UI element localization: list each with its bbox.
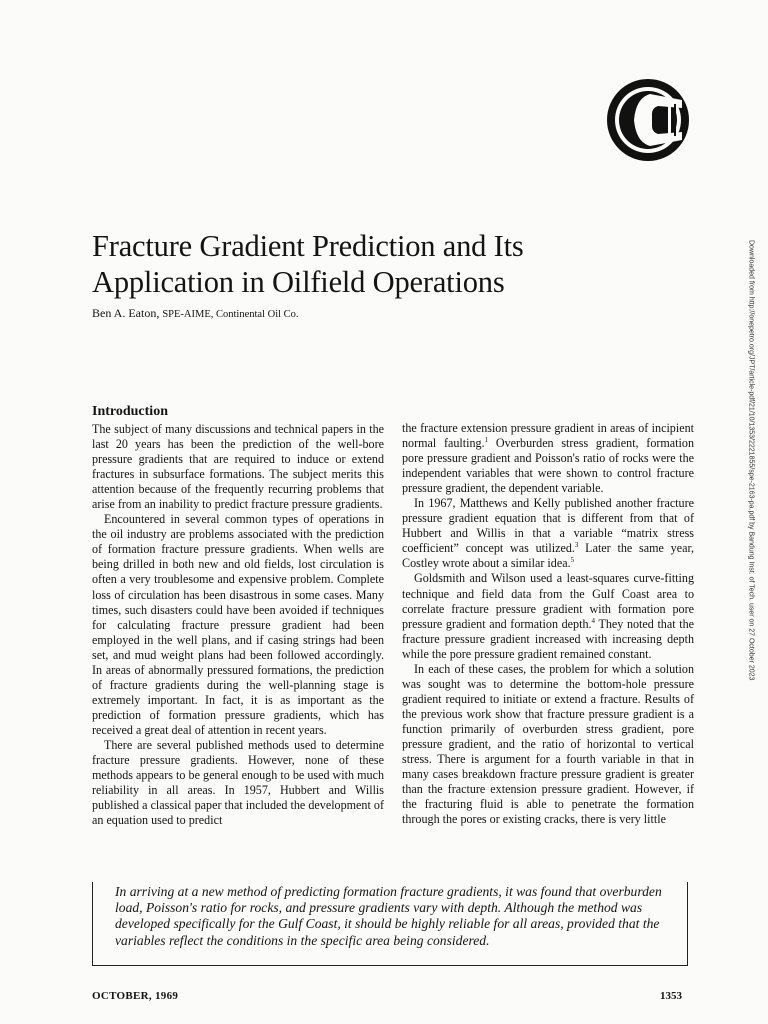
body-column-left [92,404,384,828]
paragraph: The subject of many discussions and technical papers in the last 20 years has been the prediction of the well-bore pressure gradients that are required to induce or extend fractures in subsurface formations. The subject merits this attention because of the frequently recurring problems that arise from an inability to predict fracture pressure gradients. [92,422,384,512]
paragraph [402,496,694,571]
spe-logo-icon [606,78,690,162]
footer-date: OCTOBER, 1969 [92,990,179,1002]
section-heading: Introduction [92,404,168,419]
reference-marker: 4 [591,616,596,625]
article-title: Fracture Gradient Prediction and Its Application in Oilfield Operations [92,229,524,299]
reference-marker: 3 [574,541,579,550]
abstract-box [92,882,688,966]
paragraph [402,571,694,661]
download-note-text: Downloaded from http://onepetro.org/JPT/article-pdf/21/10/1353/2221855/spe-2163-pa.pdf by Bandung Inst. of Tech. user on 27 October 2023 [747,240,755,681]
paragraph-text: the fracture extension pressure gradient in areas of incipient normal faulting. [402,421,694,451]
reference-marker: 5 [570,556,575,565]
paragraph: In each of these cases, the problem for which a solution was sought was to determine the bottom-hole pressure gradient required to initiate or extend a fracture. Results of the previous work show that fracture pressure gradient is a function primarily of overburden stress gradient, pore pressure gradient, and the ratio of horizontal to vertical stress. There is argument for a fourth variable in that in many cases breakdown fracture pressure gradient is greater than the fracture extension pressure gradient. However, if the fracturing fluid is able to penetrate the formation through the pores or existing cracks, there is very little [402,661,694,827]
paragraph-text: Later the same year, Costley wrote about a similar idea. [402,541,695,571]
paragraph: Encountered in several common types of operations in the oil industry are problems associated with the prediction of formation fracture pressure gradients. When wells are being drilled in both new and old fields, lost circulation is often a very troublesome and expensive problem. Complete loss of circulation has been disastrous in some cases. Many times, such disasters could have been avoided if techniques for calculating fracture pressure gradient had been employed in the well plans, and if casing strings had been set, and mud weight plans had been followed accordingly. In areas of abnormally pressured formations, the prediction of fracture gradients during the well-planning stage is extremely important. In fact, it is as important as the prediction of formation pressure gradients, which has received a great deal of attention in recent years. [92,512,384,737]
abstract-text: In arriving at a new method of predicting formation fracture gradients, it was found that overburden load, Poisson's ratio for rocks, and pressure gradients vary with depth. Although the method was developed specifically for the Gulf Coast, it should be highly reliable for all areas, provided that the variables reflect the conditions in the specific area being considered. [115,884,662,948]
paragraph-text: Goldsmith and Wilson used a least-squares curve-fitting technique and field data from the Gulf Coast area to correlate fracture pressure gradient with formation pore pressure gradient and formation depth. [402,571,694,631]
body-column-right [402,421,694,827]
paragraph: There are several published methods used to determine fracture pressure gradients. However, none of these methods appears to be general enough to be used with much reliability in all areas. In 1957, Hubbert and Willis published a classical paper that included the development of an equation used to predict [92,737,384,828]
author-affiliation: SPE-AIME, Continental Oil Co. [162,309,299,320]
paragraph-text: In 1967, Matthews and Kelly published another fracture pressure gradient equation that is different from that of Hubbert and Willis in that a variable “matrix stress coefficient” concept was utilized. [402,496,694,556]
reference-marker: 1 [484,436,489,445]
download-note [742,240,760,760]
paragraph [402,421,694,496]
paragraph-text: Overburden stress gradient, formation pore pressure gradient and Poisson's ratio of rocks were the independent variables that were shown to control fracture pressure gradient, the dependent variable. [402,436,694,496]
byline [92,306,299,321]
page-number: 1353 [660,990,682,1002]
author-name: Ben A. Eaton, [92,306,160,320]
paragraph-text: They noted that the fracture pressure gradient increased with increasing depth while the pore pressure gradient remained constant. [402,616,694,661]
